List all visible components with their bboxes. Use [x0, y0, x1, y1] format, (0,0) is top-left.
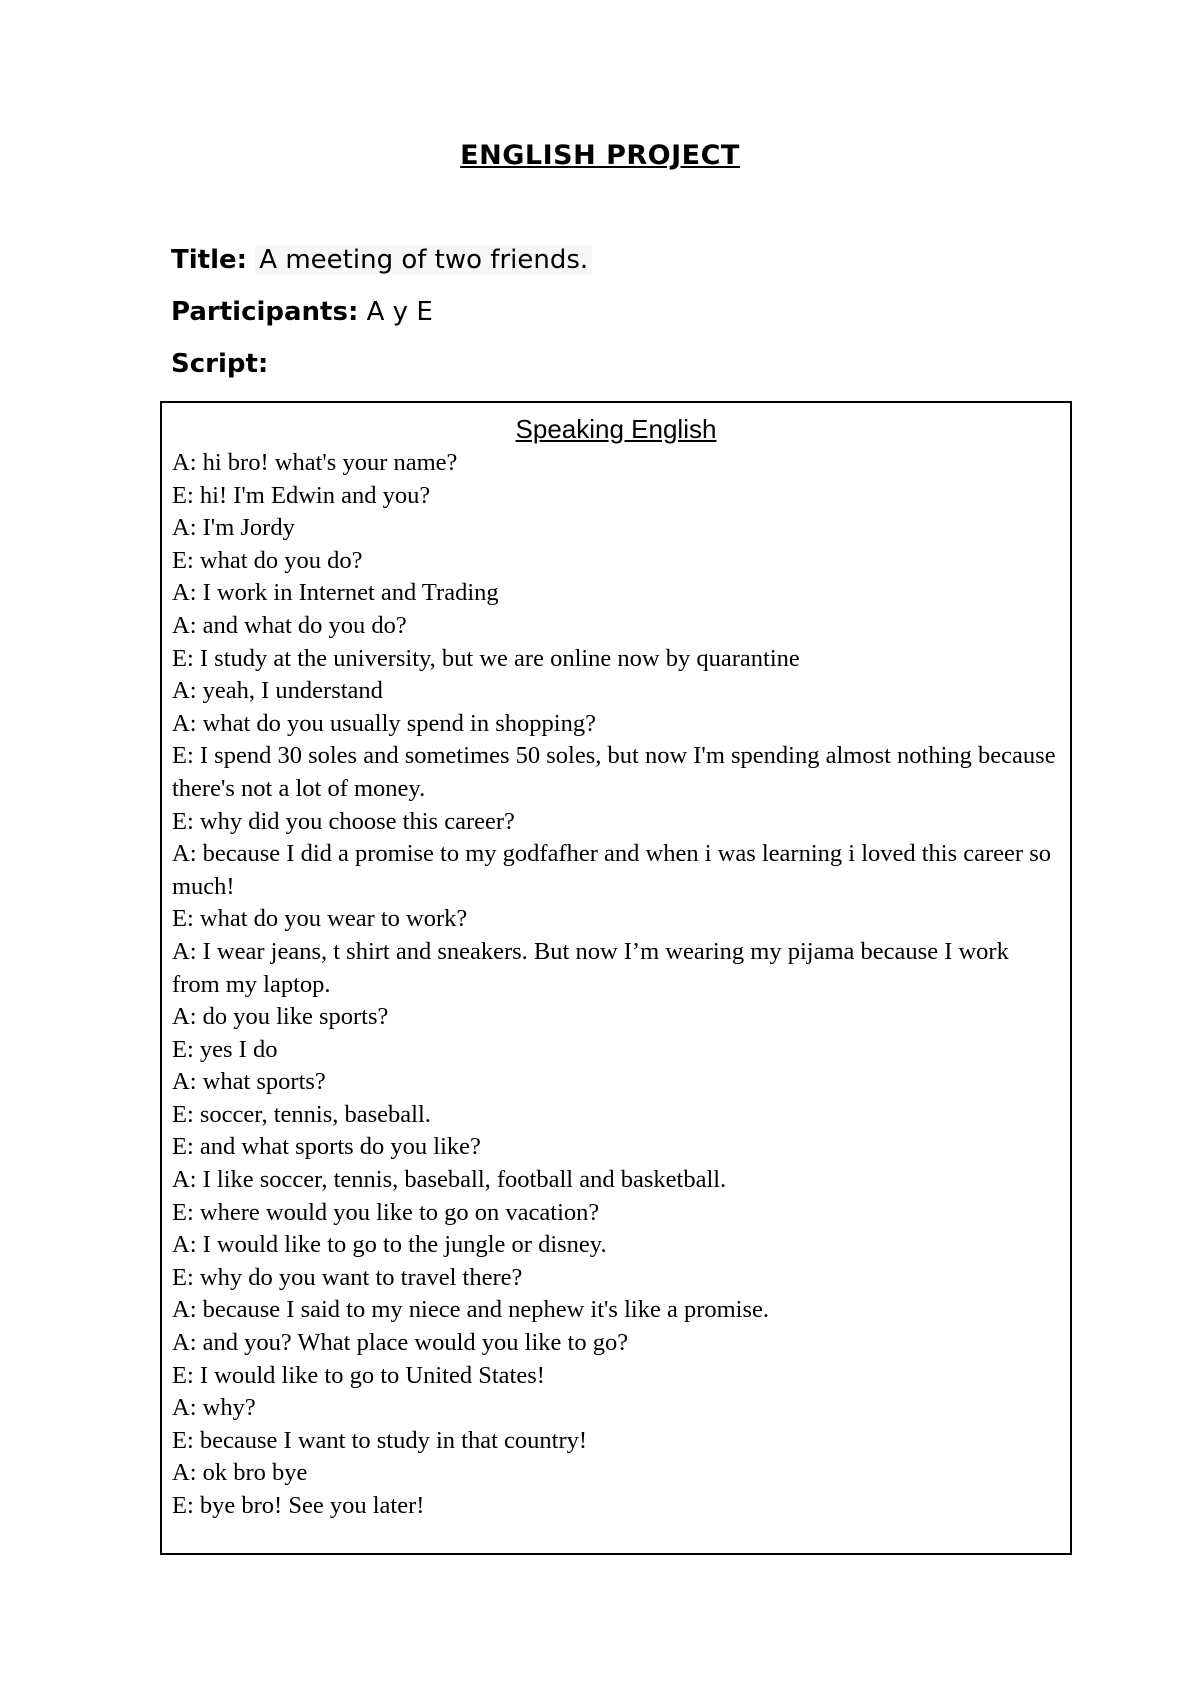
- script-heading: Speaking English: [515, 414, 717, 444]
- script-line: E: why do you want to travel there?: [172, 1263, 523, 1291]
- script-line: A: I wear jeans, t shirt and sneakers. But now I’m wearing my pijama because I work from my laptop.: [172, 937, 1009, 998]
- script-line: A: do you like sports?: [172, 1003, 389, 1031]
- script-line: E: bye bro! See you later!: [172, 1492, 425, 1519]
- script-line: A: why?: [172, 1394, 256, 1422]
- script-line: A: I like soccer, tennis, baseball, football and basketball.: [172, 1166, 727, 1194]
- participants-value: A y E: [366, 297, 433, 327]
- script-line: A: and you? What place would you like to go?: [172, 1329, 629, 1357]
- script-line: E: I study at the university, but we are online now by quarantine: [172, 644, 800, 672]
- script-line: A: and what do you do?: [172, 611, 407, 639]
- script-line: A: what do you usually spend in shopping?: [172, 709, 596, 737]
- participants-field: [171, 297, 433, 327]
- script-line: A: I would like to go to the jungle or disney.: [172, 1231, 607, 1259]
- script-line: A: hi bro! what's your name?: [172, 449, 458, 476]
- title-label: Title:: [171, 245, 248, 275]
- script-box: [160, 401, 1072, 1555]
- script-lines: [162, 447, 1070, 1523]
- script-line: E: because I want to study in that country!: [172, 1426, 588, 1454]
- script-line: E: and what sports do you like?: [172, 1133, 481, 1161]
- document-title: ENGLISH PROJECT: [460, 140, 740, 171]
- script-line: A: what sports?: [172, 1068, 326, 1096]
- script-line: E: yes I do: [172, 1035, 278, 1063]
- script-line: A: I'm Jordy: [172, 514, 295, 542]
- title-field: [171, 245, 592, 275]
- script-line: A: I work in Internet and Trading: [172, 579, 499, 607]
- script-line: A: because I did a promise to my godfafher and when i was learning i loved this career so much!: [172, 840, 1051, 900]
- script-line: E: what do you do?: [172, 546, 363, 574]
- script-line: A: ok bro bye: [172, 1459, 308, 1487]
- script-line: E: where would you like to go on vacation?: [172, 1198, 600, 1226]
- script-label: Script:: [171, 349, 269, 379]
- script-field: [171, 349, 268, 379]
- script-line: A: because I said to my niece and nephew it's like a promise.: [172, 1296, 769, 1324]
- script-line: E: hi! I'm Edwin and you?: [172, 481, 431, 509]
- participants-label: Participants:: [171, 297, 359, 327]
- script-line: A: yeah, I understand: [172, 677, 383, 705]
- title-value: A meeting of two friends.: [255, 245, 592, 275]
- script-line: E: what do you wear to work?: [172, 905, 468, 933]
- script-line: E: I would like to go to United States!: [172, 1361, 545, 1389]
- script-line: E: soccer, tennis, baseball.: [172, 1100, 431, 1128]
- script-line: E: why did you choose this career?: [172, 807, 515, 835]
- script-line: E: I spend 30 soles and sometimes 50 soles, but now I'm spending almost nothing because there's not a lot of money.: [172, 742, 1056, 802]
